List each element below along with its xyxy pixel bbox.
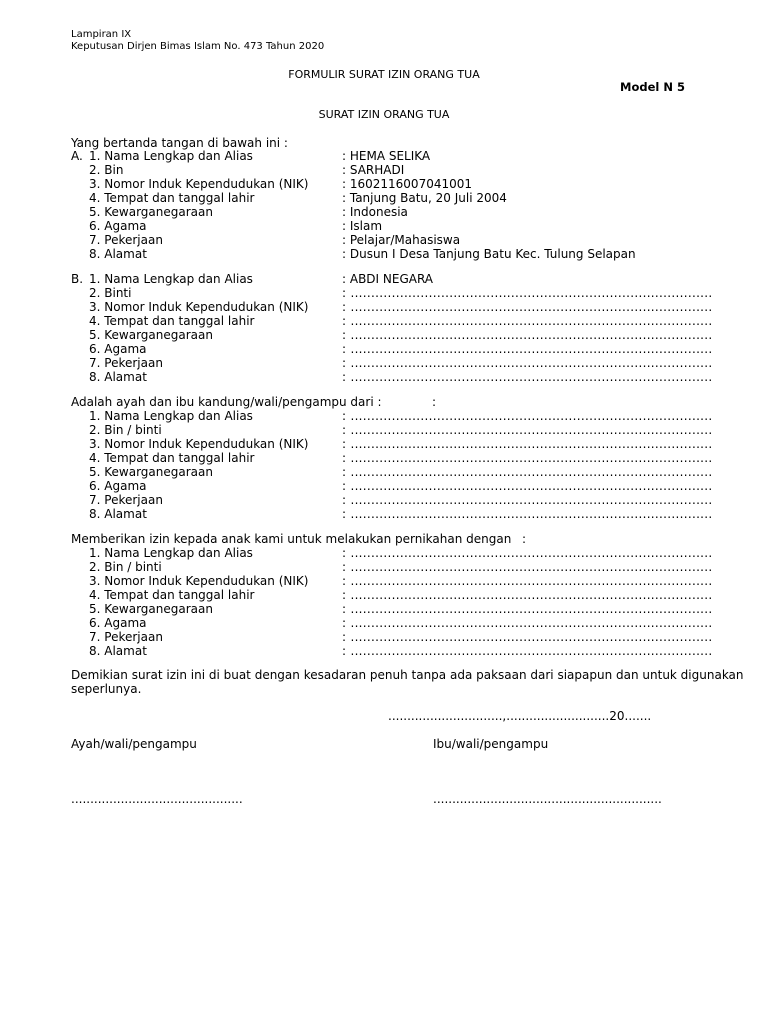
field-value-blank: : ........................................................................................: [342, 328, 713, 342]
field-label: 5. Kewarganegaraan: [89, 328, 213, 342]
section-parents-row: [0, 507, 768, 521]
section-a-row: [0, 163, 768, 177]
field-value-blank: : ........................................................................................: [342, 602, 713, 616]
section-spouse-row: [0, 616, 768, 630]
field-label: 3. Nomor Induk Kependudukan (NIK): [89, 437, 309, 451]
field-value-blank: : ........................................................................................: [342, 616, 713, 630]
section-spouse-row: [0, 602, 768, 616]
field-value-blank: : ........................................................................................: [342, 630, 713, 644]
field-value: : HEMA SELIKA: [342, 149, 431, 163]
intro-text: Yang bertanda tangan di bawah ini :: [71, 136, 288, 150]
field-value-blank: : ........................................................................................: [342, 479, 713, 493]
section-a-row: [0, 205, 768, 219]
field-value-blank: : ........................................................................................: [342, 507, 713, 521]
field-label: 8. Alamat: [89, 644, 147, 658]
section-parents-row: [0, 479, 768, 493]
field-label: 1. Nama Lengkap dan Alias: [89, 149, 253, 163]
document-title: SURAT IZIN ORANG TUA: [318, 108, 450, 121]
section-b-row: [0, 272, 768, 286]
section-parents-row: [0, 465, 768, 479]
permission-intro: [0, 532, 768, 546]
field-label: 8. Alamat: [89, 370, 147, 384]
section-b-row: [0, 342, 768, 356]
field-label: 3. Nomor Induk Kependudukan (NIK): [89, 574, 309, 588]
field-label: 2. Bin / binti: [89, 560, 162, 574]
field-label: 6. Agama: [89, 479, 147, 493]
field-value-blank: : ........................................................................................: [342, 588, 713, 602]
section-spouse-row: [0, 560, 768, 574]
section-b-row: [0, 328, 768, 342]
field-value: : ABDI NEGARA: [342, 272, 434, 286]
section-a-row: [0, 177, 768, 191]
section-a-marker: A.: [71, 149, 83, 163]
field-value: : Pelajar/Mahasiswa: [342, 233, 461, 247]
field-label: 4. Tempat dan tanggal lahir: [89, 191, 255, 205]
parents-intro-text: Adalah ayah dan ibu kandung/wali/pengampu dari :: [71, 395, 382, 409]
section-spouse-row: [0, 574, 768, 588]
field-value-blank: : ........................................................................................: [342, 493, 713, 507]
section-parents-row: [0, 493, 768, 507]
field-value: : Dusun I Desa Tanjung Batu Kec. Tulung Selapan: [342, 247, 636, 261]
field-value-blank: : ........................................................................................: [342, 314, 713, 328]
form-title: FORMULIR SURAT IZIN ORANG TUA: [288, 68, 480, 81]
field-label: 8. Alamat: [89, 247, 147, 261]
section-parents-row: [0, 451, 768, 465]
section-parents-row: [0, 409, 768, 423]
field-value-blank: : ........................................................................................: [342, 370, 713, 384]
field-value: : Islam: [342, 219, 383, 233]
field-label: 2. Bin: [89, 163, 124, 177]
section-spouse-row: [0, 546, 768, 560]
field-label: 4. Tempat dan tanggal lahir: [89, 314, 255, 328]
section-a-row: [0, 233, 768, 247]
section-b-row: [0, 286, 768, 300]
section-a-row: [0, 219, 768, 233]
field-label: 2. Binti: [89, 286, 132, 300]
section-a-row: [0, 191, 768, 205]
section-b-marker: B.: [71, 272, 84, 286]
section-a-row: [0, 247, 768, 261]
mother-signature-label: Ibu/wali/pengampu: [433, 737, 549, 751]
field-label: 7. Pekerjaan: [89, 630, 163, 644]
section-b-row: [0, 370, 768, 384]
section-parents-row: [0, 437, 768, 451]
field-label: 6. Agama: [89, 342, 147, 356]
field-value-blank: : ........................................................................................: [342, 286, 713, 300]
field-label: 3. Nomor Induk Kependudukan (NIK): [89, 300, 309, 314]
section-b-row: [0, 314, 768, 328]
section-b-row: [0, 300, 768, 314]
field-value-blank: : ........................................................................................: [342, 546, 713, 560]
field-value-blank: : ........................................................................................: [342, 423, 713, 437]
field-label: 3. Nomor Induk Kependudukan (NIK): [89, 177, 309, 191]
section-parents-row: [0, 423, 768, 437]
field-label: 8. Alamat: [89, 507, 147, 521]
section-spouse-row: [0, 630, 768, 644]
place-date-line: ..............................,...........................20.......: [388, 709, 652, 723]
field-label: 2. Bin / binti: [89, 423, 162, 437]
field-value-blank: : ........................................................................................: [342, 437, 713, 451]
section-a-row: [0, 149, 768, 163]
field-value-blank: : ........................................................................................: [342, 560, 713, 574]
decree-reference: Keputusan Dirjen Bimas Islam No. 473 Tahun 2020: [71, 41, 325, 52]
field-label: 4. Tempat dan tanggal lahir: [89, 588, 255, 602]
father-signature-line: .............................................: [71, 792, 243, 806]
field-value-blank: : ........................................................................................: [342, 300, 713, 314]
field-value: : Indonesia: [342, 205, 408, 219]
field-label: 6. Agama: [89, 616, 147, 630]
mother-signature-line: ............................................................: [433, 792, 662, 806]
section-b: [0, 272, 768, 384]
field-label: 5. Kewarganegaraan: [89, 465, 213, 479]
field-label: 6. Agama: [89, 219, 147, 233]
field-value: : 1602116007041001: [342, 177, 473, 191]
section-spouse: [0, 546, 768, 658]
section-spouse-row: [0, 588, 768, 602]
closing-statement-line1: Demikian surat izin ini di buat dengan kesadaran penuh tanpa ada paksaan dari siapapun dan untuk digunakan: [71, 668, 744, 682]
field-label: 5. Kewarganegaraan: [89, 602, 213, 616]
closing-statement-line2: seperlunya.: [71, 682, 142, 696]
field-value: : Tanjung Batu, 20 Juli 2004: [342, 191, 507, 205]
field-label: 1. Nama Lengkap dan Alias: [89, 546, 253, 560]
field-label: 7. Pekerjaan: [89, 356, 163, 370]
permission-intro-text: Memberikan izin kepada anak kami untuk melakukan pernikahan dengan: [71, 532, 512, 546]
field-value-blank: : ........................................................................................: [342, 451, 713, 465]
model-code: Model N 5: [620, 80, 685, 94]
father-signature-label: Ayah/wali/pengampu: [71, 737, 197, 751]
field-value-blank: : ........................................................................................: [342, 342, 713, 356]
section-b-row: [0, 356, 768, 370]
field-value-blank: : ........................................................................................: [342, 644, 713, 658]
field-value-blank: : ........................................................................................: [342, 465, 713, 479]
section-spouse-row: [0, 644, 768, 658]
field-label: 1. Nama Lengkap dan Alias: [89, 272, 253, 286]
section-parents: [0, 409, 768, 521]
parents-intro: [0, 395, 768, 409]
field-value: : SARHADI: [342, 163, 405, 177]
field-label: 7. Pekerjaan: [89, 493, 163, 507]
permission-intro-colon: :: [522, 532, 527, 546]
field-label: 1. Nama Lengkap dan Alias: [89, 409, 253, 423]
field-label: 4. Tempat dan tanggal lahir: [89, 451, 255, 465]
attachment-label: Lampiran IX: [71, 29, 132, 40]
field-value-blank: : ........................................................................................: [342, 409, 713, 423]
field-label: 5. Kewarganegaraan: [89, 205, 213, 219]
field-label: 7. Pekerjaan: [89, 233, 163, 247]
field-value-blank: : ........................................................................................: [342, 574, 713, 588]
field-value-blank: : ........................................................................................: [342, 356, 713, 370]
parents-intro-colon: :: [432, 395, 437, 409]
section-a: [0, 149, 768, 261]
